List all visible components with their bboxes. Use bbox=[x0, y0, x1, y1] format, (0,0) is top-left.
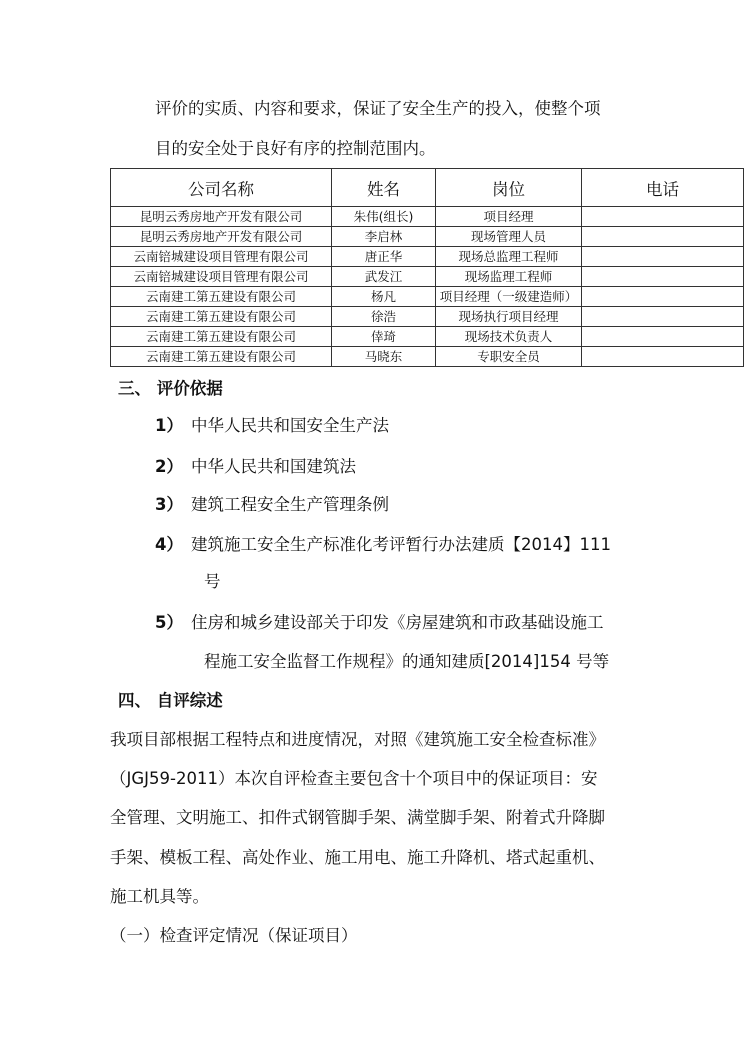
cell-company: 云南建工第五建设有限公司 bbox=[111, 307, 332, 327]
cell-company: 云南建工第五建设有限公司 bbox=[111, 287, 332, 307]
basis-item-5 bbox=[155, 612, 604, 634]
summary-line-1: 我项目部根据工程特点和进度情况，对照《建筑施工安全检查标准》 bbox=[110, 730, 605, 749]
intro-line-1: 评价的实质、内容和要求，保证了安全生产的投入，使整个项 bbox=[155, 99, 601, 118]
table-row bbox=[111, 287, 744, 307]
cell-phone bbox=[582, 307, 744, 327]
cell-phone bbox=[582, 247, 744, 267]
cell-position: 现场监理工程师 bbox=[436, 267, 582, 287]
item-text: 建筑工程安全生产管理条例 bbox=[191, 495, 389, 514]
cell-phone bbox=[582, 267, 744, 287]
basis-item-4 bbox=[155, 534, 611, 556]
table-header-row bbox=[111, 169, 744, 207]
table-row bbox=[111, 307, 744, 327]
header-name: 姓名 bbox=[332, 169, 436, 207]
item-text: 中华人民共和国安全生产法 bbox=[191, 416, 389, 435]
cell-phone bbox=[582, 207, 744, 227]
cell-name: 武发江 bbox=[332, 267, 436, 287]
cell-position: 专职安全员 bbox=[436, 347, 582, 367]
cell-position: 现场技术负责人 bbox=[436, 327, 582, 347]
header-position: 岗位 bbox=[436, 169, 582, 207]
table-row bbox=[111, 247, 744, 267]
table-row bbox=[111, 347, 744, 367]
cell-name: 唐正华 bbox=[332, 247, 436, 267]
cell-phone bbox=[582, 327, 744, 347]
item-number: 1） bbox=[155, 416, 183, 435]
section-4-heading: 四、 自评综述 bbox=[118, 691, 223, 710]
cell-phone bbox=[582, 347, 744, 367]
cell-position: 现场总监理工程师 bbox=[436, 247, 582, 267]
item-number: 3） bbox=[155, 495, 183, 514]
cell-company: 昆明云秀房地产开发有限公司 bbox=[111, 207, 332, 227]
basis-item-4-continuation: 号 bbox=[204, 572, 221, 591]
item-text: 住房和城乡建设部关于印发《房屋建筑和市政基础设施工 bbox=[191, 613, 604, 632]
intro-line-2: 目的安全处于良好有序的控制范围内。 bbox=[155, 139, 436, 158]
item-number: 4） bbox=[155, 535, 183, 554]
basis-item-3 bbox=[155, 494, 389, 516]
basis-item-2 bbox=[155, 456, 356, 478]
cell-company: 云南建工第五建设有限公司 bbox=[111, 327, 332, 347]
header-phone: 电话 bbox=[582, 169, 744, 207]
header-company: 公司名称 bbox=[111, 169, 332, 207]
cell-position: 项目经理 bbox=[436, 207, 582, 227]
cell-position: 现场执行项目经理 bbox=[436, 307, 582, 327]
item-text: 中华人民共和国建筑法 bbox=[191, 457, 356, 476]
cell-name: 倖琦 bbox=[332, 327, 436, 347]
cell-company: 云南建工第五建设有限公司 bbox=[111, 347, 332, 367]
table-row bbox=[111, 227, 744, 247]
summary-line-2: （JGJ59-2011）本次自评检查主要包含十个项目中的保证项目：安 bbox=[110, 769, 598, 788]
cell-name: 徐浩 bbox=[332, 307, 436, 327]
cell-name: 李启林 bbox=[332, 227, 436, 247]
table-row bbox=[111, 207, 744, 227]
summary-line-3: 全管理、文明施工、扣件式钢管脚手架、满堂脚手架、附着式升降脚 bbox=[110, 808, 605, 827]
cell-company: 云南锫城建设项目管理有限公司 bbox=[111, 247, 332, 267]
summary-line-5: 施工机具等。 bbox=[110, 887, 209, 906]
cell-name: 朱伟(组长) bbox=[332, 207, 436, 227]
cell-name: 杨凡 bbox=[332, 287, 436, 307]
section-3-heading: 三、 评价依据 bbox=[118, 379, 223, 398]
cell-position: 现场管理人员 bbox=[436, 227, 582, 247]
item-number: 2） bbox=[155, 457, 183, 476]
basis-item-5-continuation: 程施工安全监督工作规程》的通知建质[2014]154 号等 bbox=[204, 652, 610, 671]
table-row bbox=[111, 327, 744, 347]
cell-company: 云南锫城建设项目管理有限公司 bbox=[111, 267, 332, 287]
staff-table bbox=[110, 168, 744, 367]
cell-phone bbox=[582, 287, 744, 307]
table-row bbox=[111, 267, 744, 287]
cell-company: 昆明云秀房地产开发有限公司 bbox=[111, 227, 332, 247]
cell-phone bbox=[582, 227, 744, 247]
summary-line-4: 手架、模板工程、高处作业、施工用电、施工升降机、塔式起重机、 bbox=[110, 848, 605, 867]
subsection-heading: （一）检查评定情况（保证项目） bbox=[110, 926, 358, 945]
item-text: 建筑施工安全生产标准化考评暂行办法建质【2014】111 bbox=[191, 535, 611, 554]
cell-name: 马晓东 bbox=[332, 347, 436, 367]
item-number: 5） bbox=[155, 613, 183, 632]
cell-position: 项目经理（一级建造师） bbox=[436, 287, 582, 307]
basis-item-1 bbox=[155, 415, 389, 437]
